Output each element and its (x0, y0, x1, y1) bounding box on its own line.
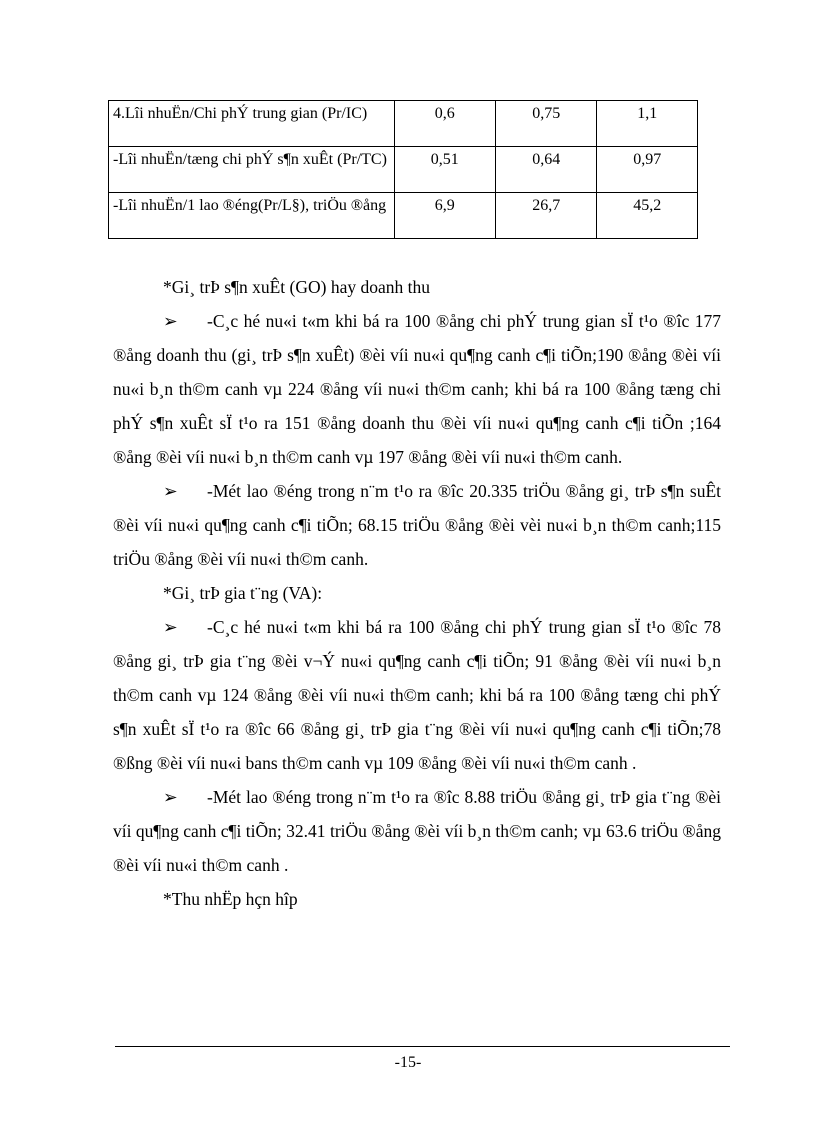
paragraph-go-1 (113, 304, 721, 474)
body-text (113, 270, 721, 916)
section-heading-mixed-income: *Thu nhËp hçn hîp (163, 889, 298, 909)
section-heading-va: *Gi¸ trÞ gia t¨ng (VA): (163, 583, 323, 603)
paragraph-text: -Mét lao ®éng trong n¨m t¹o ra ®îc 8.88 triÖu ®ång gi¸ trÞ gia t¨ng ®èi víi qu¶ng canh c¶i tiÕn; 32.41 triÖu ®ång ®èi víi b¸n th©m canh; vµ 63.6 triÖu ®ång ®èi víi nu«i th©m canh . (113, 787, 721, 875)
arrow-bullet-icon: ➢ (163, 311, 178, 331)
table-cell-value: 26,7 (496, 193, 597, 239)
arrow-bullet-icon: ➢ (163, 617, 178, 637)
table-row (109, 147, 698, 193)
table-cell-value: 0,51 (394, 147, 495, 193)
table-cell-label: 4.Lîi nhuËn/Chi phÝ trung gian (Pr/IC) (109, 101, 395, 147)
table-cell-value: 1,1 (597, 101, 698, 147)
paragraph-text: -C¸c hé nu«i t«m khi bá ra 100 ®ång chi phÝ trung gian sÏ t¹o ®îc 177 ®ång doanh thu (gi¸ trÞ s¶n xuÊt) ®èi víi nu«i qu¶ng canh c¶i tiÕn;190 ®ång ®èi víi nu«i b¸n th©m canh vµ 224 ®ång víi nu«i th©m canh; khi bá ra 100 ®ång tæng chi phÝ s¶n xuÊt sÏ t¹o ra 151 ®ång doanh thu ®èi víi nu«i qu¶ng canh c¶i tiÕn ;164 ®ång ®èi víi nu«i b¸n th©m canh vµ 197 ®ång ®èi víi nu«i th©m canh. (113, 311, 721, 467)
paragraph-va-2 (113, 780, 721, 882)
arrow-bullet-icon: ➢ (163, 787, 178, 807)
table-cell-value: 0,6 (394, 101, 495, 147)
page-number: -15- (394, 1054, 422, 1071)
footer-divider (115, 1046, 730, 1047)
table-cell-value: 6,9 (394, 193, 495, 239)
table-row (109, 101, 698, 147)
table-cell-value: 0,97 (597, 147, 698, 193)
profit-ratio-table (108, 100, 698, 239)
paragraph-go-2 (113, 474, 721, 576)
table-cell-label: -Lîi nhuËn/1 lao ®éng(Pr/L§), triÖu ®ång (109, 193, 395, 239)
table-row (109, 193, 698, 239)
table-cell-value: 45,2 (597, 193, 698, 239)
arrow-bullet-icon: ➢ (163, 481, 178, 501)
section-heading-go: *Gi¸ trÞ s¶n xuÊt (GO) hay doanh thu (163, 277, 430, 297)
paragraph-text: -Mét lao ®éng trong n¨m t¹o ra ®îc 20.335 triÖu ®ång gi¸ trÞ s¶n suÊt ®èi víi nu«i qu¶ng canh c¶i tiÕn; 68.15 triÖu ®ång ®èi vèi nu«i b¸n th©m canh;115 triÖu ®ång ®èi víi nu«i th©m canh. (113, 481, 721, 569)
paragraph-text: -C¸c hé nu«i t«m khi bá ra 100 ®ång chi phÝ trung gian sÏ t¹o ®îc 78 ®ång gi¸ trÞ gia t¨ng ®èi v¬Ý nu«i qu¶ng canh c¶i tiÕn; 91 ®ång ®èi víi nu«i b¸n th©m canh vµ 124 ®ång ®èi víi nu«i th©m canh; khi bá ra 100 ®ång tæng chi phÝ s¶n xuÊt sÏ t¹o ra ®îc 66 ®ång gi¸ trÞ gia t¨ng ®èi víi nu«i qu¶ng canh c¶i tiÕn;78 ®ßng ®èi víi nu«i bans th©m canh vµ 109 ®ång ®èi víi nu«i th©m canh . (113, 617, 721, 773)
table-cell-value: 0,64 (496, 147, 597, 193)
table-cell-value: 0,75 (496, 101, 597, 147)
paragraph-va-1 (113, 610, 721, 780)
table-cell-label: -Lîi nhuËn/tæng chi phÝ s¶n xuÊt (Pr/TC) (109, 147, 395, 193)
